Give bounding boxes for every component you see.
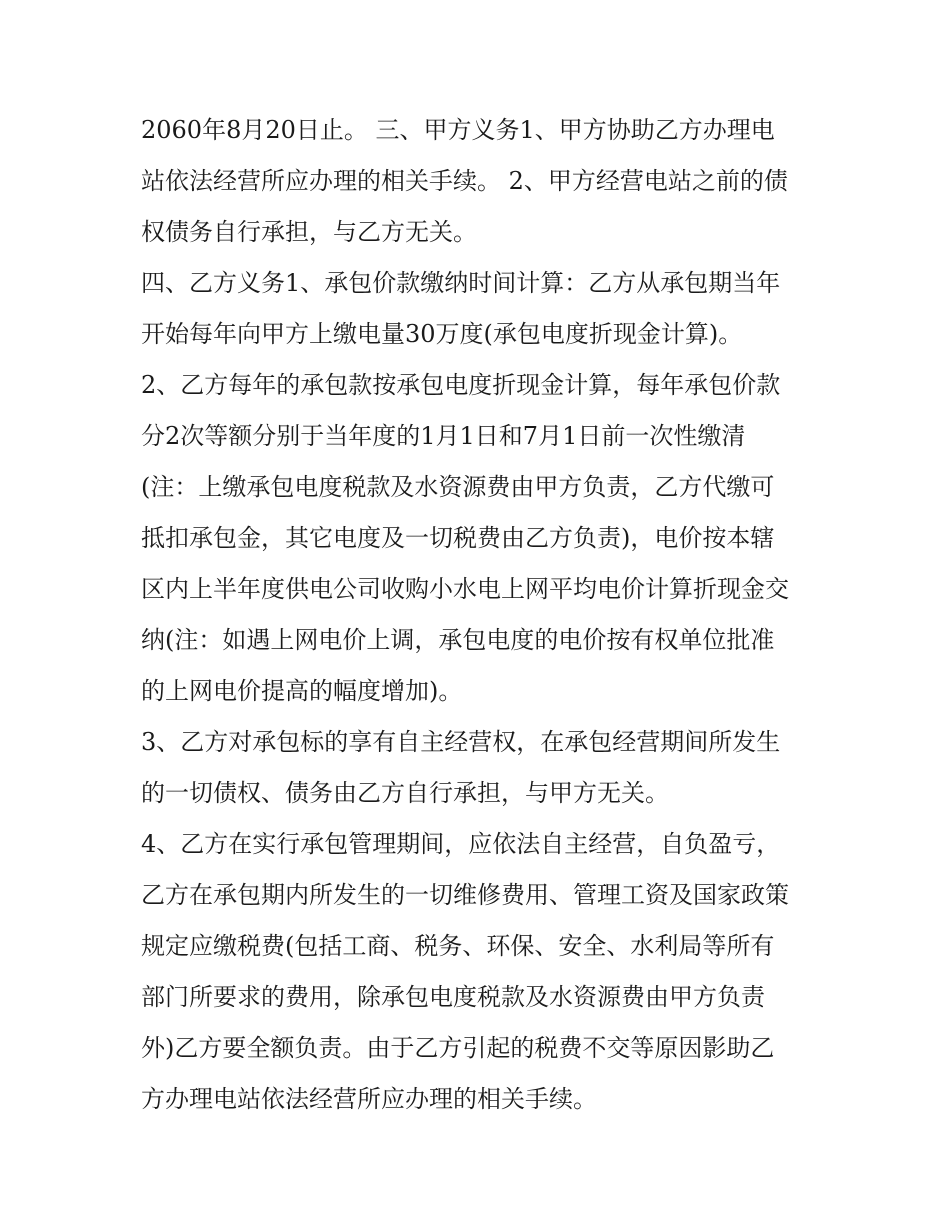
- text-line: 的一切债权、债务由乙方自行承担，与甲方无关。: [141, 779, 669, 807]
- text-line: 2、乙方每年的承包款按承包电度折现金计算，每年承包价款: [141, 371, 781, 399]
- text-line: 站依法经营所应办理的相关手续。 2、甲方经营电站之前的债: [141, 167, 788, 195]
- text-line: 开始每年向甲方上缴电量30万度(承包电度折现金计算)。: [141, 320, 743, 348]
- text-line: 四、乙方义务1、承包价款缴纳时间计算：乙方从承包期当年: [141, 269, 781, 297]
- text-line: 乙方在承包期内所发生的一切维修费用、管理工资及国家政策: [141, 881, 789, 909]
- text-line: 4、乙方在实行承包管理期间，应依法自主经营，自负盈亏，: [141, 830, 781, 858]
- text-line: (注：上缴承包电度税款及水资源费由甲方负责，乙方代缴可: [141, 473, 775, 501]
- text-line: 的上网电价提高的幅度增加)。: [141, 677, 463, 705]
- text-line: 纳(注：如遇上网电价上调，承包电度的电价按有权单位批准: [141, 626, 775, 654]
- text-line: 规定应缴税费(包括工商、税务、环保、安全、水利局等所有: [141, 932, 775, 960]
- text-line: 权债务自行承担，与乙方无关。: [141, 218, 477, 246]
- text-line: 分2次等额分别于当年度的1月1日和7月1日前一次性缴清: [141, 422, 746, 450]
- text-line: 区内上半年度供电公司收购小水电上网平均电价计算折现金交: [141, 575, 789, 603]
- contract-text: [141, 105, 821, 1125]
- text-line: 外)乙方要全额负责。由于乙方引起的税费不交等原因影助乙: [141, 1034, 775, 1062]
- text-line: 方办理电站依法经营所应办理的相关手续。: [141, 1085, 597, 1113]
- text-line: 部门所要求的费用，除承包电度税款及水资源费由甲方负责: [141, 983, 765, 1011]
- text-line: 抵扣承包金，其它电度及一切税费由乙方负责)，电价按本辖: [141, 524, 775, 552]
- text-line: 3、乙方对承包标的享有自主经营权，在承包经营期间所发生: [141, 728, 781, 756]
- text-line: 2060年8月20日止。 三、甲方义务1、甲方协助乙方办理电: [141, 116, 775, 144]
